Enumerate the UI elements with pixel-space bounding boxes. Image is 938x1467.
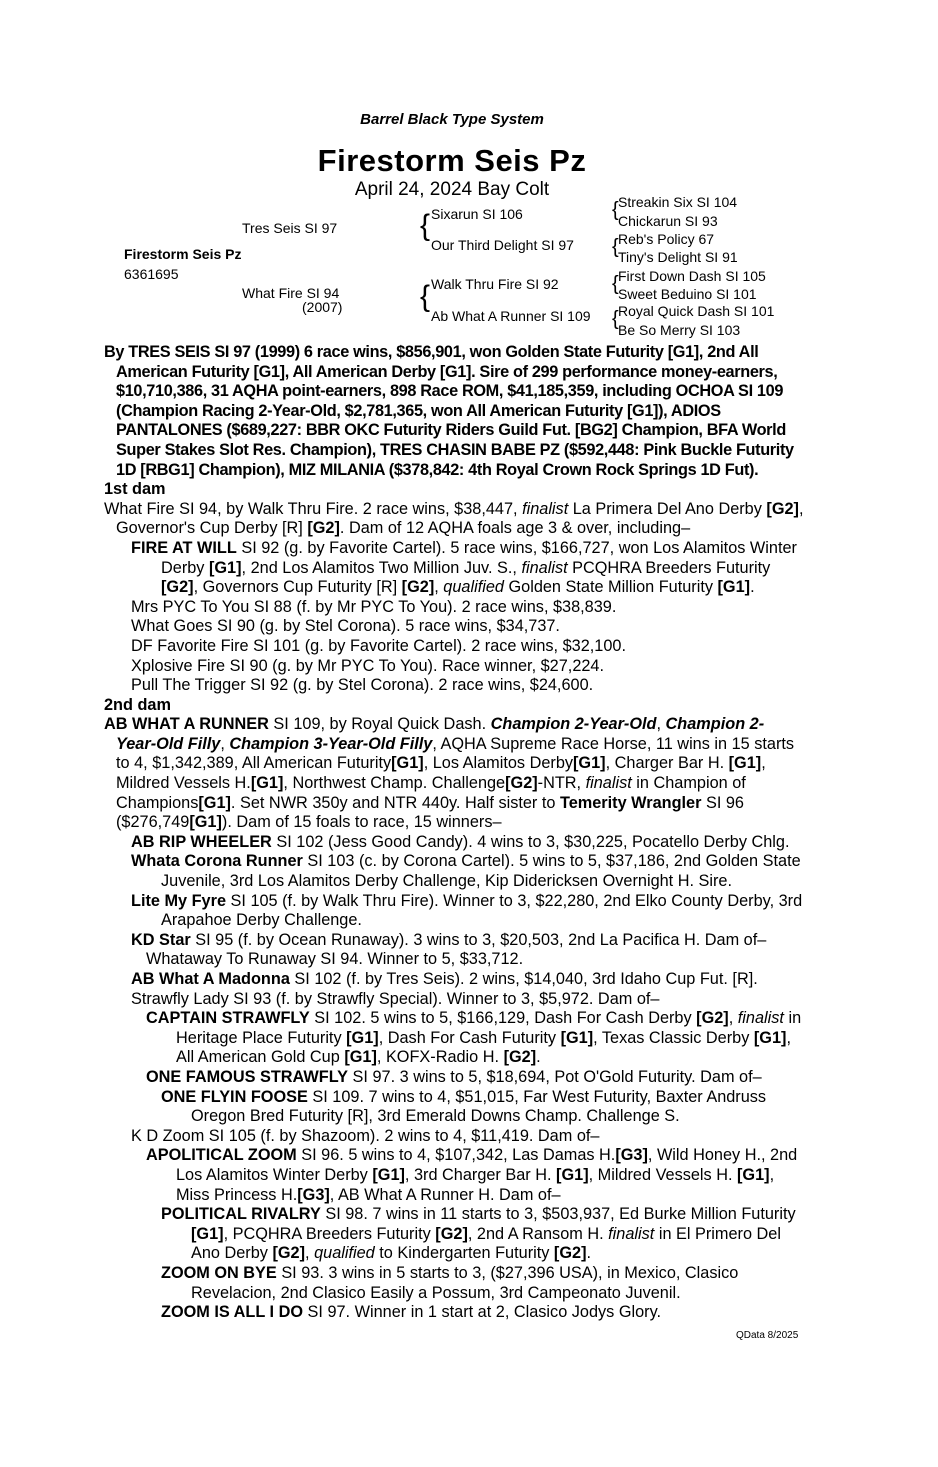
second-dam-heading: 2nd dam [104,695,171,714]
dam-year: (2007) [302,299,343,315]
produce-whata-corona-runner: Whata Corona Runner SI 103 (c. by Corona Cartel). 5 wins to 5, $37,186, 2nd Golden State Juvenile, 3rd Los Alamitos Derby Challenge, Kip Didericksen Overnight H. Sire. [131,852,801,891]
dam-sire: Walk Thru Fire SI 92 [431,276,559,292]
produce-item: Xplosive Fire SI 90 (g. by Mr PYC To You). Race winner, $27,224. [131,656,605,675]
produce-lite-my-fyre: Lite My Fyre SI 105 (f. by Walk Thru Fire). Winner to 3, $22,280, 2nd Elko County Derby, 3rd Arapahoe Derby Challenge. [131,891,803,930]
produce-item: What Goes SI 90 (g. by Stel Corona). 5 race wins, $34,737. [131,617,560,636]
ggdam-4: Tiny's Delight SI 91 [618,249,738,265]
first-dam-heading: 1st dam [104,480,166,499]
registration-number: 6361695 [124,266,179,282]
first-dam-paragraph: What Fire SI 94, by Walk Thru Fire. 2 race wins, $38,447, finalist La Primera Del Ano Derby [G2], Governor's Cup Derby [R] [G2]. Dam of 12 AQHA foals age 3 & over, including– [104,499,804,538]
second-dam-paragraph: AB WHAT A RUNNER SI 109, by Royal Quick Dash. Champion 2-Year-Old, Champion 2-Year-Old Filly, Champion 3-Year-Old Filly, AQHA Supreme Race Horse, 11 wins in 15 starts to 4, $1,342,389, All American Futurity[G1], Los Alamitos Derby[G1], Charger Bar H. [G1], Mildred Vessels H.[G1], Northwest Champ. Challenge[G2]-NTR, finalist in Champion of Champions[G1]. Set NWR 350y and NTR 440y. Half sister to Temerity Wrangler SI 96 ($276,749[G1]). Dam of 15 foals to race, 15 winners– [104,715,795,832]
grand-produce-captain-strawfly: CAPTAIN STRAWFLY SI 102. 5 wins to 5, $166,129, Dash For Cash Derby [G2], finalist in Heritage Place Futurity [G1], Dash For Cash Futurity [G1], Texas Classic Derby [G1], All American Gold Cup [G1], KOFX-Radio H. [G2]. [146,1009,802,1067]
brace-icon: { [420,209,431,242]
produce-item: Mrs PYC To You SI 88 (f. by Mr PYC To You). 2 race wins, $38,839. [131,597,617,616]
dam-name: What Fire SI 94 [242,285,340,301]
brace-icon: { [612,273,619,295]
produce-item: Pull The Trigger SI 92 (g. by Stel Corona). 2 race wins, $24,600. [131,676,594,695]
ggsire-5: First Down Dash SI 105 [618,268,766,284]
ggdam-6: Sweet Beduino SI 101 [618,286,757,302]
produce-kd-star: KD Star SI 95 (f. by Ocean Runaway). 3 wins to 3, $20,503, 2nd La Pacifica H. Dam of– [131,930,767,949]
dam-dam: Ab What A Runner SI 109 [431,308,591,324]
produce-kd-zoom: K D Zoom SI 105 (f. by Shazoom). 2 wins to 4, $11,419. Dam of– [131,1126,600,1145]
grand-produce-whataway: Whataway To Runaway SI 94. Winner to 5, $33,712. [146,950,524,969]
catalog-body [104,343,804,1323]
sire-dam: Our Third Delight SI 97 [431,237,574,253]
produce-fire-at-will: FIRE AT WILL SI 92 (g. by Favorite Cartel). 5 race wins, $166,727, won Los Alamitos Winter Derby [G1], 2nd Los Alamitos Two Million Juv. S., finalist PCQHRA Breeders Futurity [G2], Governors Cup Futurity [R] [G2], qualified Golden State Million Futurity [G1]. [131,538,797,597]
great-grand-produce-political-rivalry: POLITICAL RIVALRY SI 98. 7 wins in 11 starts to 3, $503,937, Ed Burke Million Futurity [G1], PCQHRA Breeders Futurity [G2], 2nd A Ransom H. finalist in El Primero Del Ano Derby [G2], qualified to Kindergarten Futurity [G2]. [161,1205,796,1263]
brace-icon: { [612,236,619,258]
horse-name: Firestorm Seis Pz [317,143,587,178]
ggsire-1: Streakin Six SI 104 [618,194,738,210]
pedigree-subject: Firestorm Seis Pz [124,246,242,262]
great-grand-produce-one-flyin-foose: ONE FLYIN FOOSE SI 109. 7 wins to 4, $51,015, Far West Futurity, Baxter Andruss Oregon Bred Futurity [R], 3rd Emerald Downs Champ. Challenge S. [161,1087,767,1126]
great-grand-produce-zoom-on-bye: ZOOM ON BYE SI 93. 3 wins in 5 starts to 3, ($27,396 USA), in Mexico, Clasico Revelacion, 2nd Clasico Easily a Possum, 3rd Campeonato Juvenil. [161,1263,739,1302]
brace-icon: { [612,308,619,330]
foaling-info: April 24, 2024 Bay Colt [354,179,550,200]
produce-item: DF Favorite Fire SI 101 (g. by Favorite Cartel). 2 race wins, $32,100. [131,636,626,655]
ggsire-3: Reb's Policy 67 [618,231,715,247]
system-title: Barrel Black Type System [360,111,544,128]
ggsire-7: Royal Quick Dash SI 101 [618,303,775,319]
grand-produce-apolitical-zoom: APOLITICAL ZOOM SI 96. 5 wins to 4, $107,342, Las Damas H.[G3], Wild Honey H., 2nd Los Alamitos Winter Derby [G1], 3rd Charger Bar H. [G1], Mildred Vessels H. [G1], Miss Princess H.[G3], AB What A Runner H. Dam of– [146,1146,798,1204]
produce-ab-rip-wheeler: AB RIP WHEELER SI 102 (Jess Good Candy). 4 wins to 3, $30,225, Pocatello Derby Chlg. [131,832,790,851]
sire-paragraph: By TRES SEIS SI 97 (1999) 6 race wins, $856,901, won Golden State Futurity [G1], 2nd All American Futurity [G1], All American Derby [G1]. Sire of 299 performance money-earners, $10,710,386, 31 AQHA point-earners, 898 Race ROM, $41,185,359, including OCHOA SI 109 (Champion Racing 2-Year-Old, $2,781,365, won All American Futurity [G1]), ADIOS PANTALONES ($689,227: BBR OKC Futurity Riders Guild Fut. [BG2] Champion, BFA World Super Stakes Slot Res. Champion), TRES CHASIN BABE PZ ($592,448: Pink Buckle Futurity 1D [RBG1] Champion), MIZ MILANIA ($378,842: 4th Royal Crown Rock Springs 1D Fut). [104,343,794,479]
produce-ab-what-a-madonna: AB What A Madonna SI 102 (f. by Tres Seis). 2 wins, $14,040, 3rd Idaho Cup Fut. [R]. [131,970,758,988]
great-grand-produce-zoom-is-all-i-do: ZOOM IS ALL I DO SI 97. Winner in 1 start at 2, Clasico Jodys Glory. [161,1303,662,1322]
sire-sire: Sixarun SI 106 [431,206,523,222]
grand-produce-one-famous-strawfly: ONE FAMOUS STRAWFLY SI 97. 3 wins to 5, $18,694, Pot O'Gold Futurity. Dam of– [146,1067,762,1086]
ggdam-8: Be So Merry SI 103 [618,322,741,338]
brace-icon: { [420,280,431,313]
sire-name: Tres Seis SI 97 [242,220,338,236]
produce-strawfly-lady: Strawfly Lady SI 93 (f. by Strawfly Special). Winner to 3, $5,972. Dam of– [131,989,660,1008]
ggdam-2: Chickarun SI 93 [618,213,718,229]
qdata-footer: QData 8/2025 [736,1330,799,1341]
brace-icon: { [612,199,619,221]
